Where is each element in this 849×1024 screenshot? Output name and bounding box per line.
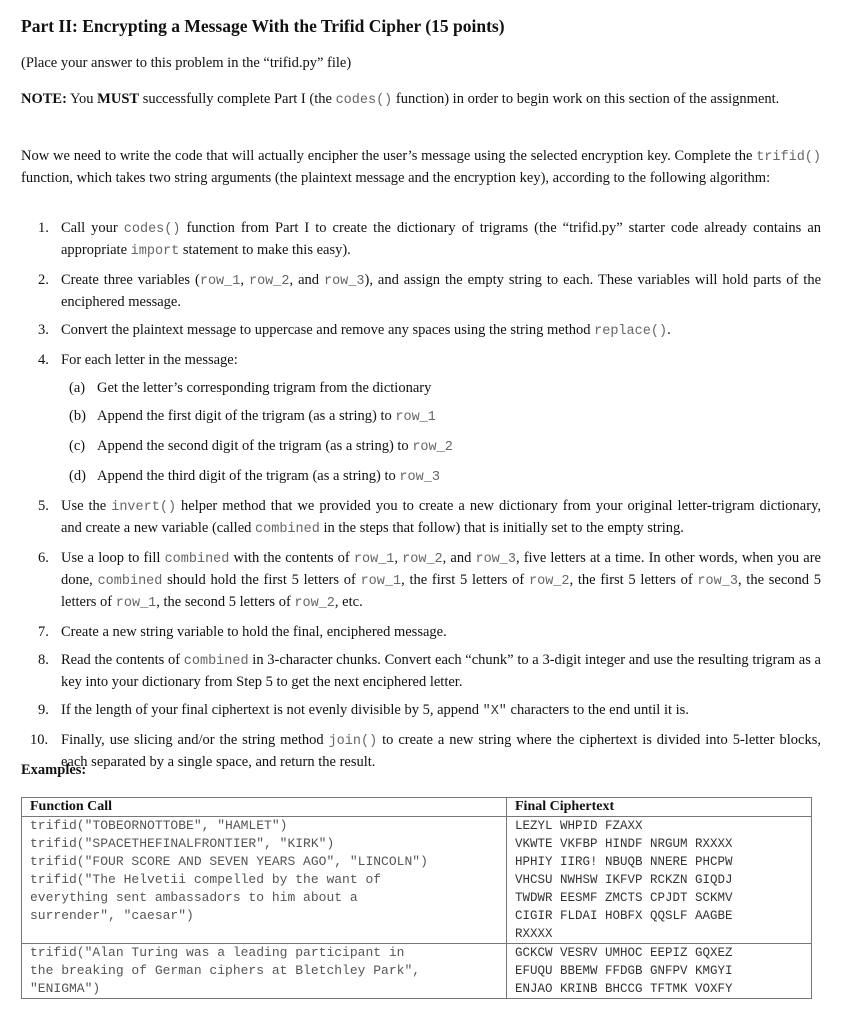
ciphertext-cell [507,871,812,944]
substep-code: row_2 [412,440,453,455]
step-text: ), and assign the empty string to each. These variables will hold parts of the enciphered message. [61,272,822,310]
substep-b [61,406,821,428]
intro-text: Now we need to write the code that will actually encipher the user’s message using the selected encryption key. Complete the [21,148,757,164]
step-text: helper method that we provided you to create a new dictionary from your original letter-trigram dictionary, and create a new variable (called [61,498,822,536]
step-text: Use the [61,498,112,514]
step-text: in 3-character chunks. Convert each “chunk” to a 3-digit integer and use the resulting trigram as a key into your dictionary from Step 5 to get the next enciphered letter. [61,652,821,690]
step-text: , [240,272,249,288]
step-code: combined [183,654,249,669]
function-call-cell [22,944,507,999]
step-code: combined [97,574,163,589]
step-code: row_2 [529,574,570,589]
substep-label: (b) [69,408,86,424]
step-1 [21,218,821,262]
examples-table [21,797,812,999]
step-code: row_2 [294,596,335,611]
algorithm-steps [21,218,821,780]
step-code: row_3 [697,574,738,589]
function-call-cell [22,871,507,944]
step-number: 5. [38,498,49,514]
note-text: successfully complete Part I (the [139,91,336,107]
step-number: 3. [38,322,49,338]
step-8 [21,650,821,692]
step-code: row_1 [199,274,241,289]
note-text: You [66,91,98,107]
step-6 [21,548,821,614]
step-text: statement to make this easy). [179,242,351,258]
step-text: , the second 5 letters of [61,572,822,610]
step-text: , etc. [334,594,363,610]
substep-a [61,378,821,398]
step-number: 10. [30,732,49,748]
note-code: codes() [335,93,393,108]
step-text: with the contents of [229,550,354,566]
cipher-line: RXXXX [515,927,553,941]
step-text: Use a loop to fill [61,550,165,566]
note-must: MUST [97,91,140,107]
step-text: Finally, use slicing and/or the string method [61,732,329,748]
step-text: , the first 5 letters of [569,572,698,588]
step-code: row_3 [475,552,516,567]
table-header-row [22,798,812,817]
intro-code: trifid() [756,150,821,165]
substep-d [61,466,821,488]
substep-text: Append the third digit of the trigram (as a string) to [97,468,400,484]
table-row [22,817,812,836]
cipher-line: EFUQU BBEMW FFDGB GNFPV KMGYI [515,964,733,978]
table-row [22,853,812,871]
substep-c [61,436,821,458]
step-text: Call your [61,220,124,236]
note-text: function) in order to begin work on this section of the assignment. [392,91,780,107]
step-3 [21,320,821,342]
step-text: . [667,322,671,338]
step-text: characters to the end until it is. [506,702,689,718]
call-line: "ENIGMA") [30,981,101,996]
cipher-line: CIGIR FLDAI HOBFX QQSLF AAGBE [515,909,733,923]
call-line: surrender", "caesar") [30,908,194,923]
function-call-cell: trifid("SPACETHEFINALFRONTIER", "KIRK") [22,835,507,853]
call-line: the breaking of German ciphers at Bletchley Park", [30,963,421,978]
column-header-function-call: Function Call [22,798,507,817]
step-text: Create three variables ( [61,272,200,288]
step-text: If the length of your final ciphertext is not evenly divisible by 5, append [61,702,483,718]
step-number: 7. [38,624,49,640]
table-row [22,871,812,944]
substep-label: (d) [69,468,86,484]
step-text: , five letters at a time. In other words, when you are done, [61,550,821,588]
section-title: Part II: Encrypting a Message With the Trifid Cipher (15 points) [21,16,505,36]
step-text: should hold the first 5 letters of [162,572,361,588]
step-10 [21,730,821,772]
step-text: , the second 5 letters of [156,594,295,610]
step-number: 9. [38,702,49,718]
substep-text: Append the second digit of the trigram (as a string) to [97,438,413,454]
step-code: invert() [111,500,177,515]
examples-heading: Examples: [21,762,87,778]
step-code: row_1 [353,552,395,567]
step-9 [21,700,821,722]
step-text: Convert the plaintext message to uppercase and remove any spaces using the string method [61,322,595,338]
call-line: trifid("The Helvetii compelled by the want of [30,872,382,887]
step-text: , [394,550,403,566]
step-text: to create a new string where the ciphertext is divided into 5-letter blocks, each separated by a single space, and return the result. [61,732,821,770]
note-paragraph [21,89,821,111]
step-number: 6. [38,550,49,566]
placement-note: (Place your answer to this problem in the “trifid.py” file) [21,55,352,71]
step-text: For each letter in the message: [61,352,238,368]
table-row [22,944,812,999]
step-4-substeps [61,378,821,488]
step-number: 4. [38,352,49,368]
function-call-cell: trifid("FOUR SCORE AND SEVEN YEARS AGO", "LINCOLN") [22,853,507,871]
function-call-cell: trifid("TOBEORNOTTOBE", "HAMLET") [22,817,507,836]
substep-text: Append the first digit of the trigram (as a string) to [97,408,396,424]
step-2 [21,270,821,312]
step-code: import [130,244,180,259]
step-5 [21,496,821,540]
step-code: row_3 [323,274,365,289]
step-text: Create a new string variable to hold the final, enciphered message. [61,624,447,640]
cipher-line: ENJAO KRINB BHCCG TFTMK VOXFY [515,982,733,996]
step-code: row_2 [248,274,290,289]
column-header-final-ciphertext: Final Ciphertext [507,798,812,817]
step-code: codes() [123,222,181,237]
step-text: function from Part I to create the dictionary of trigrams (the “trifid.py” starter code already contains an appropriate [61,220,822,258]
step-code: "X" [482,704,507,719]
substep-label: (a) [69,380,86,396]
substep-code: row_1 [395,410,436,425]
substep-code: row_3 [399,470,440,485]
step-text: , and [442,550,476,566]
substep-text: Get the letter’s corresponding trigram from the dictionary [97,380,432,396]
step-7 [21,622,821,642]
step-code: row_1 [115,596,157,611]
substep-label: (c) [69,438,86,454]
note-label: NOTE: [21,91,67,107]
ciphertext-cell [507,944,812,999]
step-code: row_2 [402,552,443,567]
ciphertext-cell: LEZYL WHPID FZAXX [515,819,643,833]
step-4 [21,350,821,488]
step-text: , and [289,272,324,288]
intro-text: function, which takes two string arguments (the plaintext message and the encryption key), according to the following algorithm: [21,170,771,186]
step-number: 2. [38,272,49,288]
step-number: 1. [38,220,49,236]
ciphertext-cell: VKWTE VKFBP HINDF NRGUM RXXXX [515,837,733,851]
cipher-line: TWDWR EESMF ZMCTS CPJDT SCKMV [515,891,733,905]
step-number: 8. [38,652,49,668]
call-line: trifid("Alan Turing was a leading participant in [30,945,405,960]
step-code: replace() [594,324,668,339]
step-text: , the first 5 letters of [401,572,529,588]
step-text: Read the contents of [61,652,184,668]
step-code: row_1 [360,574,402,589]
intro-paragraph [21,146,821,188]
call-line: everything sent ambassadors to him about a [30,890,358,905]
ciphertext-cell: HPHIY IIRG! NBUQB NNERE PHCPW [515,855,733,869]
table-row [22,835,812,853]
step-code: combined [255,522,320,537]
step-code: combined [164,552,230,567]
cipher-line: VHCSU NWHSW IKFVP RCKZN GIQDJ [515,873,733,887]
cipher-line: GCKCW VESRV UMHOC EEPIZ GQXEZ [515,946,733,960]
step-code: join() [328,734,378,749]
step-text: in the steps that follow) that is initially set to the empty string. [319,520,684,536]
